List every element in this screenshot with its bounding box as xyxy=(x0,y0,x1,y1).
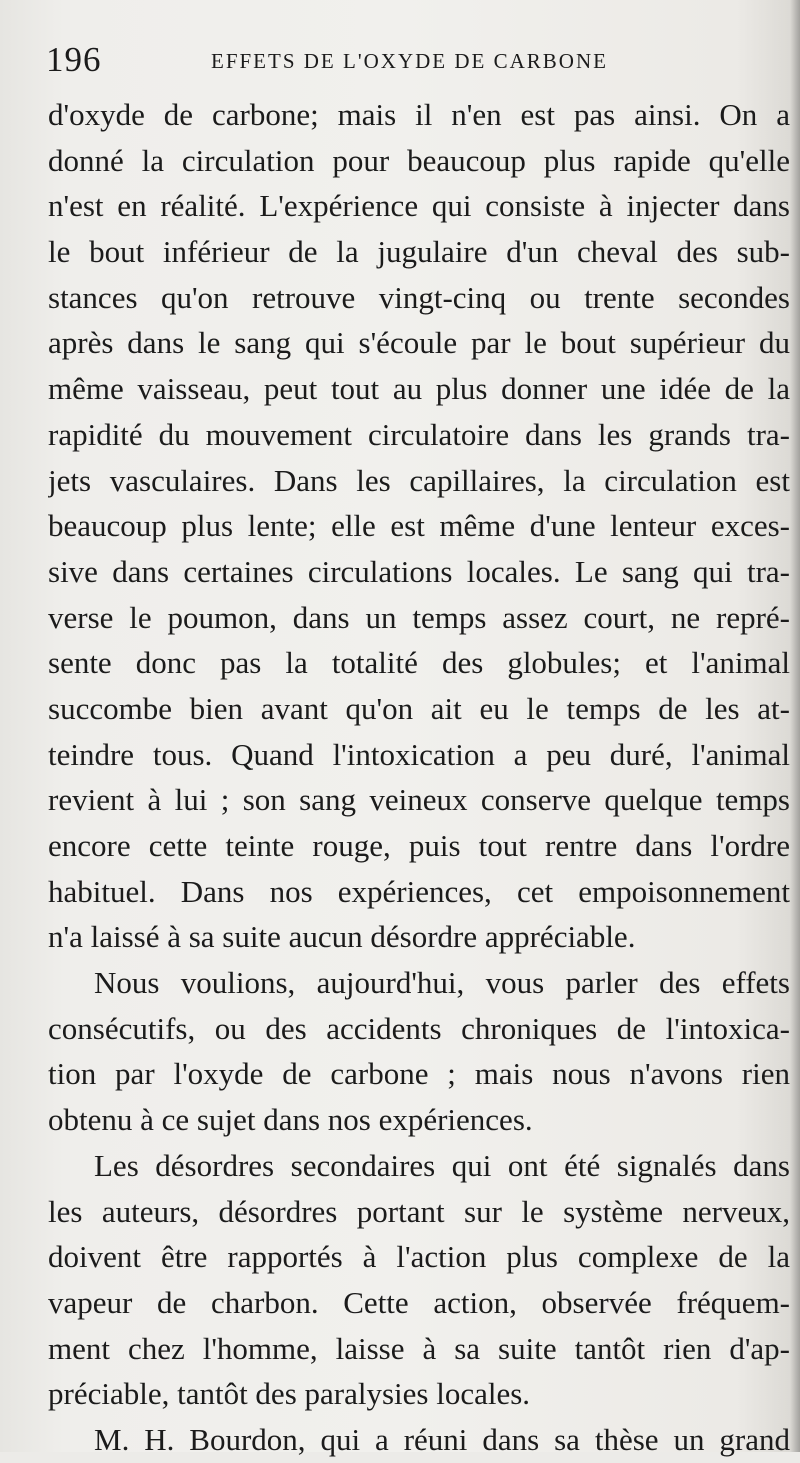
text-line: donné la circulation pour beaucoup plus rapide qu'elle xyxy=(48,142,790,178)
text-line: tion par l'oxyde de carbone ; mais nous n'avons rien xyxy=(48,1056,790,1092)
text-line: n'est en réalité. L'expérience qui consiste à injecter dans xyxy=(48,188,790,224)
text-line: obtenu à ce sujet dans nos expériences. xyxy=(48,1102,533,1138)
text-line: teindre tous. Quand l'intoxication a peu duré, l'animal xyxy=(48,736,790,772)
text-line: revient à lui ; son sang veineux conserve quelque temps xyxy=(48,782,790,818)
text-line: rapidité du mouvement circulatoire dans les grands tra- xyxy=(48,416,790,452)
text-line: sive dans certaines circulations locales. Le sang qui tra- xyxy=(48,553,790,589)
text-line: même vaisseau, peut tout au plus donner une idée de la xyxy=(48,371,790,407)
text-line: n'a laissé à sa suite aucun désordre appréciable. xyxy=(48,919,636,955)
text-line: beaucoup plus lente; elle est même d'une lenteur exces- xyxy=(48,508,790,544)
running-title: EFFETS DE L'OXYDE DE CARBONE xyxy=(211,49,608,73)
text-line: préciable, tantôt des paralysies locales. xyxy=(48,1376,531,1412)
text-line: après dans le sang qui s'écoule par le bout supérieur du xyxy=(48,325,790,361)
text-line: sente donc pas la totalité des globules; et l'animal xyxy=(48,645,790,681)
text-line: d'oxyde de carbone; mais il n'en est pas ainsi. On a xyxy=(48,97,790,132)
text-line: encore cette teinte rouge, puis tout rentre dans l'ordre xyxy=(48,828,790,863)
body-text xyxy=(48,92,790,1463)
text-line: stances qu'on retrouve vingt-cinq ou trente secondes xyxy=(48,279,790,315)
text-line: Nous voulions, aujourd'hui, vous parler des effets xyxy=(94,965,790,1001)
text-line: le bout inférieur de la jugulaire d'un cheval des sub- xyxy=(48,234,790,270)
text-line: consécutifs, ou des accidents chroniques de l'intoxica- xyxy=(48,1010,790,1046)
text-line: habituel. Dans nos expériences, cet empoisonnement xyxy=(48,873,790,909)
text-line: les auteurs, désordres portant sur le système nerveux, xyxy=(48,1193,790,1229)
page-header xyxy=(46,38,766,82)
text-line: M. H. Bourdon, qui a réuni dans sa thèse un grand xyxy=(94,1421,790,1457)
text-line: verse le poumon, dans un temps assez court, ne repré- xyxy=(48,599,790,635)
page-edge-shadow xyxy=(790,0,800,1452)
text-line: Les désordres secondaires qui ont été signalés dans xyxy=(94,1147,790,1183)
text-line: vapeur de charbon. Cette action, observée fréquem- xyxy=(48,1284,790,1320)
text-line: succombe bien avant qu'on ait eu le temps de les at- xyxy=(48,690,790,726)
text-line: ment chez l'homme, laisse à sa suite tantôt rien d'ap- xyxy=(48,1330,790,1366)
text-line: jets vasculaires. Dans les capillaires, la circulation est xyxy=(48,462,790,498)
text-line: doivent être rapportés à l'action plus complexe de la xyxy=(48,1239,790,1275)
page-number: 196 xyxy=(46,40,102,79)
